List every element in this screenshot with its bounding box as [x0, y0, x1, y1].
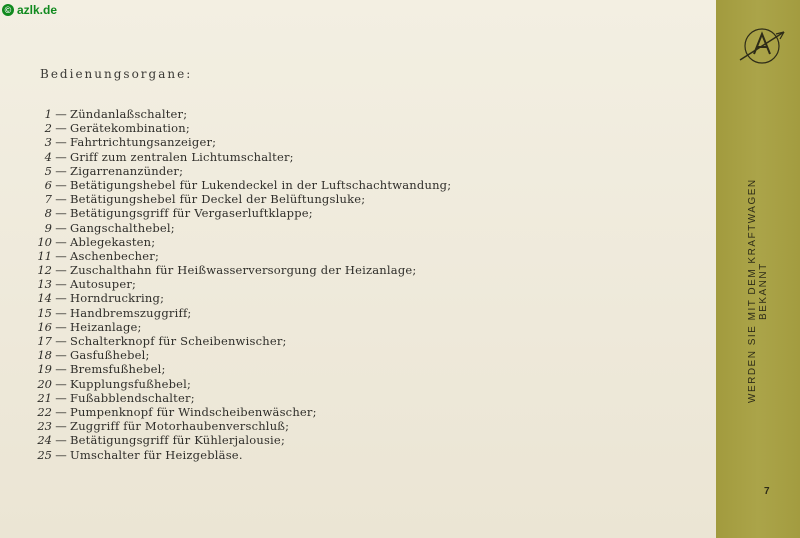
item-dash: — — [55, 404, 67, 419]
watermark-text: azlk.de — [17, 3, 58, 17]
item-number: 21 — [37, 390, 52, 405]
list-item — [36, 235, 451, 249]
item-text: Kupplungsfußhebel; — [70, 376, 192, 391]
item-dash: — — [55, 334, 67, 348]
item-number: 8 — [44, 206, 52, 221]
item-dash: — — [55, 206, 67, 221]
item-number: 22 — [37, 404, 52, 419]
item-text: Ablegekasten; — [70, 234, 156, 249]
item-number: 7 — [44, 192, 52, 207]
item-dash: — — [55, 107, 67, 121]
item-text: Bremsfußhebel; — [70, 362, 166, 377]
item-text: Gasfußhebel; — [70, 348, 150, 363]
controls-list — [36, 107, 451, 462]
item-number: 9 — [44, 220, 52, 235]
item-dash: — — [55, 163, 67, 178]
item-number: 17 — [37, 334, 52, 348]
item-number: 4 — [44, 149, 52, 164]
item-dash: — — [55, 263, 67, 278]
item-number: 18 — [37, 348, 52, 363]
item-number: 23 — [37, 419, 52, 434]
item-text: Autosuper; — [70, 277, 137, 292]
item-dash: — — [55, 419, 67, 434]
item-text: Umschalter für Heizgebläse. — [70, 447, 243, 462]
item-number: 5 — [44, 163, 52, 178]
item-number: 1 — [44, 107, 52, 121]
item-text: Zuggriff für Motorhaubenverschluß; — [70, 419, 290, 434]
list-item — [36, 377, 451, 391]
item-number: 14 — [37, 291, 52, 306]
list-item — [36, 334, 451, 348]
item-dash: — — [55, 376, 67, 391]
list-item — [36, 164, 451, 178]
item-dash: — — [55, 433, 67, 448]
item-dash: — — [55, 348, 67, 363]
item-text: Zigarrenanzünder; — [70, 163, 184, 178]
list-item — [36, 178, 451, 192]
item-dash: — — [55, 277, 67, 292]
item-number: 20 — [37, 376, 52, 391]
item-dash: — — [55, 121, 67, 136]
item-number: 15 — [37, 305, 52, 320]
item-number: 10 — [37, 234, 52, 249]
list-item — [36, 277, 451, 291]
item-text: Griff zum zentralen Lichtumschalter; — [70, 149, 294, 164]
item-text: Pumpenknopf für Windscheibenwäscher; — [70, 404, 317, 419]
list-item — [36, 419, 451, 433]
item-dash: — — [55, 192, 67, 207]
item-text: Schalterknopf für Scheibenwischer; — [70, 334, 287, 348]
item-text: Gerätekombination; — [70, 121, 190, 136]
item-text: Gangschalthebel; — [70, 220, 175, 235]
list-item — [36, 405, 451, 419]
item-text: Betätigungshebel für Lukendeckel in der Luftschachtwandung; — [70, 177, 452, 192]
list-item — [36, 320, 451, 334]
list-item — [36, 391, 451, 405]
list-item — [36, 263, 451, 277]
item-number: 3 — [44, 135, 52, 150]
list-item — [36, 107, 451, 121]
item-number: 6 — [44, 177, 52, 192]
item-number: 12 — [37, 263, 52, 278]
item-text: Zuschalthahn für Heißwasserversorgung der Heizanlage; — [70, 263, 417, 278]
item-number: 13 — [37, 277, 52, 292]
list-item — [36, 348, 451, 362]
item-text: Betätigungshebel für Deckel der Belüftungsluke; — [70, 192, 366, 207]
item-dash: — — [55, 248, 67, 263]
item-number: 16 — [37, 319, 52, 334]
item-text: Zündanlaßschalter; — [70, 107, 188, 121]
list-item — [36, 221, 451, 235]
item-dash: — — [55, 305, 67, 320]
item-text: Aschenbecher; — [70, 248, 160, 263]
item-dash: — — [55, 177, 67, 192]
copyright-icon: © — [2, 4, 14, 16]
item-text: Handbremszuggriff; — [70, 305, 192, 320]
list-item — [36, 206, 451, 220]
list-item — [36, 433, 451, 447]
list-item — [36, 306, 451, 320]
item-dash: — — [55, 362, 67, 377]
item-text: Horndruckring; — [70, 291, 165, 306]
item-dash: — — [55, 220, 67, 235]
item-dash: — — [55, 319, 67, 334]
list-item — [36, 135, 451, 149]
item-number: 11 — [37, 248, 52, 263]
sidebar-vertical-text: WERDEN SIE MIT DEM KRAFTWAGEN BEKANNT — [747, 178, 769, 404]
item-text: Fußabblendschalter; — [70, 390, 195, 405]
item-dash: — — [55, 447, 67, 462]
item-number: 19 — [37, 362, 52, 377]
watermark[interactable] — [2, 2, 57, 18]
page-number: 7 — [764, 486, 770, 497]
item-number: 24 — [37, 433, 52, 448]
list-item — [36, 150, 451, 164]
list-item — [36, 362, 451, 376]
item-dash: — — [55, 149, 67, 164]
item-text: Heizanlage; — [70, 319, 142, 334]
autoexport-logo-icon — [736, 20, 788, 72]
item-dash: — — [55, 291, 67, 306]
item-number: 25 — [37, 447, 52, 462]
item-number: 2 — [44, 121, 52, 136]
list-item — [36, 249, 451, 263]
item-text: Betätigungsgriff für Kühlerjalousie; — [70, 433, 286, 448]
page-heading: Bedienungsorgane: — [40, 67, 193, 81]
list-item — [36, 192, 451, 206]
sidebar-band — [716, 0, 800, 538]
list-item — [36, 291, 451, 305]
item-dash: — — [55, 135, 67, 150]
list-item — [36, 121, 451, 135]
item-text: Fahrtrichtungsanzeiger; — [70, 135, 217, 150]
item-dash: — — [55, 390, 67, 405]
item-text: Betätigungsgriff für Vergaserluftklappe; — [70, 206, 313, 221]
item-dash: — — [55, 234, 67, 249]
list-item — [36, 448, 451, 462]
